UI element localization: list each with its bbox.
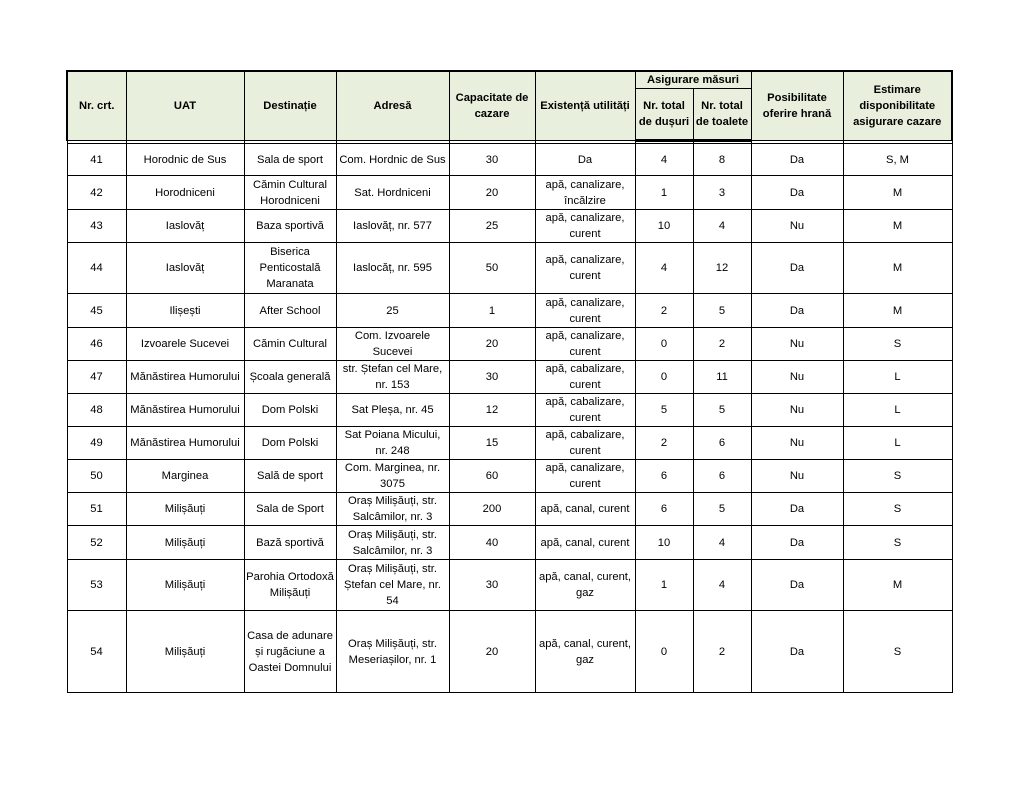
table-row	[67, 243, 952, 294]
cell-toalete: 5	[693, 493, 751, 526]
cell-capacitate: 30	[449, 361, 535, 394]
cell-toalete: 4	[693, 526, 751, 560]
cell-dusuri: 0	[635, 611, 693, 693]
cell-estimare: S	[843, 328, 952, 361]
cell-destinatie: Cămin Cultural	[244, 328, 336, 361]
cell-uat: Milișăuți	[126, 493, 244, 526]
cell-dusuri: 4	[635, 243, 693, 294]
header-asigurare-masuri: Asigurare măsuri	[635, 71, 751, 89]
cell-hrana: Nu	[751, 210, 843, 243]
cell-uat: Milișăuți	[126, 560, 244, 611]
cell-estimare: L	[843, 361, 952, 394]
cell-utilitati: apă, canal, curent, gaz	[535, 560, 635, 611]
cell-utilitati: apă, canal, curent	[535, 526, 635, 560]
cell-estimare: S	[843, 460, 952, 493]
cell-destinatie: Sală de sport	[244, 460, 336, 493]
header-estimare: Estimare disponibilitate asigurare cazare	[843, 71, 952, 141]
table-row	[67, 144, 952, 176]
cell-hrana: Da	[751, 560, 843, 611]
table-row	[67, 460, 952, 493]
cell-toalete: 6	[693, 427, 751, 460]
cell-toalete: 11	[693, 361, 751, 394]
cell-hrana: Da	[751, 294, 843, 328]
cell-uat: Mănăstirea Humorului	[126, 361, 244, 394]
table-row	[67, 210, 952, 243]
cell-hrana: Da	[751, 611, 843, 693]
cell-nr: 48	[67, 394, 126, 427]
cell-adresa: Iaslovăț, nr. 577	[336, 210, 449, 243]
cell-capacitate: 20	[449, 611, 535, 693]
cell-dusuri: 2	[635, 427, 693, 460]
cell-hrana: Da	[751, 493, 843, 526]
cell-uat: Iaslovăț	[126, 243, 244, 294]
cell-dusuri: 0	[635, 361, 693, 394]
cell-nr: 51	[67, 493, 126, 526]
cell-utilitati: apă, canalizare, curent	[535, 328, 635, 361]
cell-estimare: M	[843, 560, 952, 611]
table-body	[67, 141, 952, 693]
cell-uat: Mănăstirea Humorului	[126, 427, 244, 460]
cell-utilitati: apă, canal, curent	[535, 493, 635, 526]
cell-adresa: Sat Pleșa, nr. 45	[336, 394, 449, 427]
cell-destinatie: Dom Polski	[244, 427, 336, 460]
cell-hrana: Da	[751, 144, 843, 176]
cell-dusuri: 10	[635, 526, 693, 560]
cell-destinatie: After School	[244, 294, 336, 328]
cell-dusuri: 5	[635, 394, 693, 427]
cell-hrana: Da	[751, 526, 843, 560]
table-row	[67, 560, 952, 611]
header-hrana: Posibilitate oferire hrană	[751, 71, 843, 141]
header-utilitati: Existență utilități	[535, 71, 635, 141]
cell-uat: Horodniceni	[126, 176, 244, 210]
header-destinatie: Destinație	[244, 71, 336, 141]
cell-nr: 52	[67, 526, 126, 560]
cell-destinatie: Parohia Ortodoxă Milișăuți	[244, 560, 336, 611]
cell-nr: 41	[67, 144, 126, 176]
table-row	[67, 176, 952, 210]
cell-toalete: 2	[693, 328, 751, 361]
cell-adresa: Oraș Milișăuți, str. Meseriașilor, nr. 1	[336, 611, 449, 693]
cell-uat: Izvoarele Sucevei	[126, 328, 244, 361]
cell-nr: 53	[67, 560, 126, 611]
cell-destinatie: Sala de Sport	[244, 493, 336, 526]
cell-destinatie: Sala de sport	[244, 144, 336, 176]
cell-adresa: Oraș Milișăuți, str. Salcâmilor, nr. 3	[336, 493, 449, 526]
cell-adresa: Oraș Milișăuți, str. Ștefan cel Mare, nr. 54	[336, 560, 449, 611]
table-row	[67, 394, 952, 427]
cell-adresa: Com. Marginea, nr. 3075	[336, 460, 449, 493]
cell-capacitate: 12	[449, 394, 535, 427]
cell-adresa: Sat. Hordniceni	[336, 176, 449, 210]
cell-toalete: 12	[693, 243, 751, 294]
cell-capacitate: 30	[449, 144, 535, 176]
cell-estimare: S, M	[843, 144, 952, 176]
cell-toalete: 8	[693, 144, 751, 176]
cell-capacitate: 40	[449, 526, 535, 560]
cell-dusuri: 2	[635, 294, 693, 328]
cell-estimare: M	[843, 294, 952, 328]
cell-capacitate: 15	[449, 427, 535, 460]
cell-destinatie: Școala generală	[244, 361, 336, 394]
cell-utilitati: apă, canalizare, curent	[535, 460, 635, 493]
cell-hrana: Nu	[751, 427, 843, 460]
cell-utilitati: apă, cabalizare, curent	[535, 427, 635, 460]
cell-hrana: Nu	[751, 394, 843, 427]
cell-utilitati: apă, canalizare, curent	[535, 210, 635, 243]
cell-nr: 49	[67, 427, 126, 460]
cell-destinatie: Biserica Penticostală Maranata	[244, 243, 336, 294]
cell-dusuri: 4	[635, 144, 693, 176]
cell-toalete: 5	[693, 394, 751, 427]
cell-toalete: 4	[693, 210, 751, 243]
cell-capacitate: 20	[449, 328, 535, 361]
cell-utilitati: apă, canal, curent, gaz	[535, 611, 635, 693]
cell-destinatie: Baza sportivă	[244, 210, 336, 243]
cell-estimare: M	[843, 243, 952, 294]
table-row	[67, 526, 952, 560]
cell-destinatie: Casa de adunare și rugăciune a Oastei Domnului	[244, 611, 336, 693]
cell-nr: 42	[67, 176, 126, 210]
table-row	[67, 611, 952, 693]
table-row	[67, 427, 952, 460]
cell-uat: Mănăstirea Humorului	[126, 394, 244, 427]
cell-adresa: str. Ștefan cel Mare, nr. 153	[336, 361, 449, 394]
cell-dusuri: 1	[635, 176, 693, 210]
cell-utilitati: apă, canalizare, încălzire	[535, 176, 635, 210]
cell-utilitati: apă, cabalizare, curent	[535, 361, 635, 394]
cell-nr: 47	[67, 361, 126, 394]
cell-capacitate: 200	[449, 493, 535, 526]
cell-dusuri: 6	[635, 493, 693, 526]
cell-capacitate: 30	[449, 560, 535, 611]
header-nr: Nr. crt.	[67, 71, 126, 141]
cell-adresa: Oraș Milișăuți, str. Salcâmilor, nr. 3	[336, 526, 449, 560]
table-row	[67, 361, 952, 394]
cell-toalete: 3	[693, 176, 751, 210]
cell-estimare: L	[843, 394, 952, 427]
cell-dusuri: 1	[635, 560, 693, 611]
header-capacitate: Capacitate de cazare	[449, 71, 535, 141]
cell-utilitati: apă, canalizare, curent	[535, 294, 635, 328]
header-dusuri: Nr. total de dușuri	[635, 89, 693, 141]
cell-nr: 44	[67, 243, 126, 294]
table-header	[67, 71, 952, 141]
cell-dusuri: 10	[635, 210, 693, 243]
cell-destinatie: Cămin Cultural Horodniceni	[244, 176, 336, 210]
cell-estimare: S	[843, 493, 952, 526]
cell-estimare: M	[843, 176, 952, 210]
cell-uat: Ilișești	[126, 294, 244, 328]
cell-adresa: Sat Poiana Micului, nr. 248	[336, 427, 449, 460]
cell-toalete: 5	[693, 294, 751, 328]
cell-toalete: 2	[693, 611, 751, 693]
cell-destinatie: Bază sportivă	[244, 526, 336, 560]
cell-adresa: Com. Izvoarele Sucevei	[336, 328, 449, 361]
cell-estimare: L	[843, 427, 952, 460]
cell-uat: Milișăuți	[126, 526, 244, 560]
cell-destinatie: Dom Polski	[244, 394, 336, 427]
cell-hrana: Da	[751, 243, 843, 294]
cell-capacitate: 25	[449, 210, 535, 243]
data-table	[66, 70, 953, 693]
cell-estimare: S	[843, 611, 952, 693]
cell-capacitate: 60	[449, 460, 535, 493]
cell-hrana: Nu	[751, 328, 843, 361]
cell-uat: Milișăuți	[126, 611, 244, 693]
cell-nr: 50	[67, 460, 126, 493]
cell-adresa: Com. Hordnic de Sus	[336, 144, 449, 176]
cell-estimare: S	[843, 526, 952, 560]
cell-dusuri: 6	[635, 460, 693, 493]
cell-capacitate: 50	[449, 243, 535, 294]
cell-toalete: 6	[693, 460, 751, 493]
cell-uat: Iaslovăț	[126, 210, 244, 243]
table-row	[67, 294, 952, 328]
cell-nr: 45	[67, 294, 126, 328]
cell-uat: Marginea	[126, 460, 244, 493]
cell-utilitati: apă, canalizare, curent	[535, 243, 635, 294]
table-row	[67, 328, 952, 361]
cell-nr: 46	[67, 328, 126, 361]
cell-estimare: M	[843, 210, 952, 243]
cell-utilitati: Da	[535, 144, 635, 176]
cell-dusuri: 0	[635, 328, 693, 361]
cell-nr: 54	[67, 611, 126, 693]
cell-uat: Horodnic de Sus	[126, 144, 244, 176]
cell-hrana: Nu	[751, 460, 843, 493]
header-toalete: Nr. total de toalete	[693, 89, 751, 141]
table-row	[67, 493, 952, 526]
cell-utilitati: apă, cabalizare, curent	[535, 394, 635, 427]
header-uat: UAT	[126, 71, 244, 141]
cell-adresa: 25	[336, 294, 449, 328]
cell-capacitate: 20	[449, 176, 535, 210]
cell-hrana: Nu	[751, 361, 843, 394]
cell-nr: 43	[67, 210, 126, 243]
cell-adresa: Iaslocăț, nr. 595	[336, 243, 449, 294]
cell-toalete: 4	[693, 560, 751, 611]
cell-capacitate: 1	[449, 294, 535, 328]
cell-hrana: Da	[751, 176, 843, 210]
header-adresa: Adresă	[336, 71, 449, 141]
